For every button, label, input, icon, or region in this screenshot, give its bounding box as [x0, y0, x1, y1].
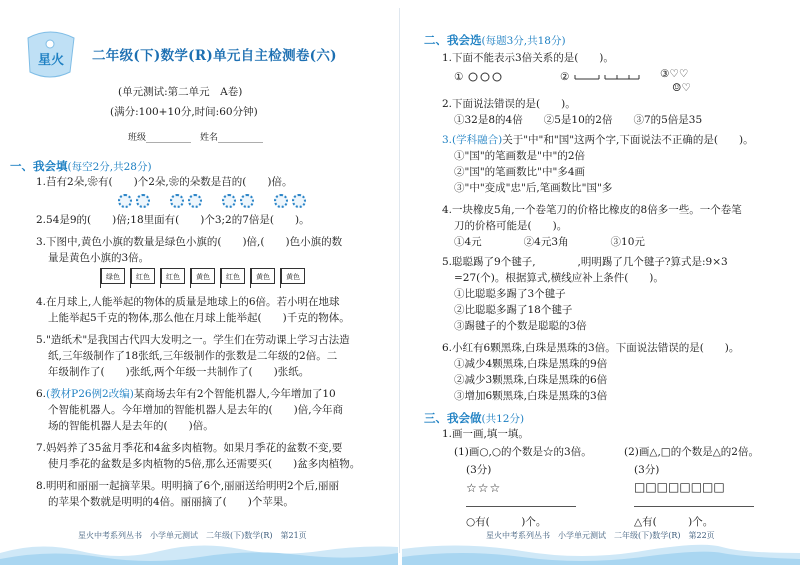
answer-line-2	[634, 506, 754, 507]
flag-5: 黄色	[251, 268, 275, 284]
question-5-line-2: 纸,三年级制作了18张纸,三年级制作的张数是二年级的2倍。二	[48, 350, 338, 362]
section-2-heading	[424, 32, 566, 48]
flag-0: 绿色	[101, 268, 125, 284]
squares-row: □□□□□□□□	[634, 480, 725, 494]
question-6-line-3: 场的智能机器人是去年的( )倍。	[48, 420, 214, 432]
choice-6-option-1: ①减少4颗黑珠,白珠是黑珠的9倍	[454, 358, 608, 370]
flower-icon	[274, 194, 288, 208]
choice-5-line-2: =27(个)。根据算式,横线应补上条件( )。	[454, 272, 664, 284]
draw-question-stem: 1.画一画,填一填。	[442, 428, 529, 440]
choice-4-line-1: 4.一块橡皮5角,一个卷笔刀的价格比橡皮的8倍多一些。一个卷笔	[442, 204, 742, 216]
flag-4: 红色	[221, 268, 245, 284]
unit-subtitle: (单元测试:第二单元 A卷)	[118, 86, 243, 98]
question-3-line-1: 3.下图中,黄色小旗的数量是绿色小旗的( )倍,( )色小旗的数	[36, 236, 343, 248]
stars-row: ☆☆☆	[466, 481, 502, 495]
section-2-title: 二、我会选	[424, 33, 482, 47]
choice-3-option-2: ②"国"的笔画数比"中"多4画	[454, 166, 585, 178]
choice-3-stem: 3.(学科融合)关于"中"和"国"这两个字,下面说法不正确的是( )。	[442, 134, 754, 146]
choice-2-stem: 2.下面说法错误的是( )。	[442, 98, 576, 110]
score-time-info: (满分:100+10分,时间:60分钟)	[110, 106, 258, 118]
footer-wave-decoration	[402, 539, 800, 565]
logo-text: 星火	[37, 53, 65, 68]
draw-answer-1: ○有( )个。	[466, 516, 547, 528]
choice-1-option-2: ②	[560, 70, 643, 84]
page-title: 二年级(下)数学(R)单元自主检测卷(六)	[92, 48, 337, 64]
draw-answer-2: △有( )个。	[634, 516, 714, 528]
page-footer-left: 星火中考系列丛书 小学单元测试 二年级(下)数学(R) 第21页	[78, 531, 307, 540]
question-6-line-1: 6.(教材P26例2改编)某商场去年有2个智能机器人,今年增加了10	[36, 388, 336, 400]
choice-1-stem: 1.下面不能表示3倍关系的是( )。	[442, 52, 614, 64]
question-5-line-1: 5."造纸术"是我国古代四大发明之一。学生们在劳动课上学习古法造	[36, 334, 350, 346]
flower-icon	[222, 194, 236, 208]
question-5-line-3: 年级制作了( )张纸,两个年级一共制作了( )张纸。	[48, 366, 310, 378]
question-1: 1.䒤有2朵,❀有( )个2朵,❀的朵数是䒤的( )倍。	[36, 176, 293, 188]
question-6-line-2: 个智能机器人。今年增加的智能机器人是去年的( )倍,今年商	[48, 404, 344, 416]
choice-5-option-1: ①比聪聪多踢了3个毽子	[454, 288, 566, 300]
flower-icon	[292, 194, 306, 208]
textbook-tag: (教材P26例2改编)	[46, 388, 134, 400]
section-3-heading	[424, 410, 524, 426]
choice-5-line-1: 5.聪聪踢了9个毽子, ,明明踢了几个毽子?算式是:9×3	[442, 256, 728, 268]
question-4-line-1: 4.在月球上,人能举起的物体的质量是地球上的6倍。若小明在地球	[36, 296, 340, 308]
flag-3: 黄色	[191, 268, 215, 284]
choice-1-option-3: ③♡♡	[660, 68, 689, 80]
section-1-title: 一、我会填	[10, 159, 68, 173]
segment-lines-icon	[573, 70, 643, 84]
flag-6: 黄色	[281, 268, 305, 284]
choice-5-option-3: ③踢毽子的个数是聪聪的3倍	[454, 320, 587, 332]
question-2: 2.54是9的( )倍;18里面有( )个3;2的7倍是( )。	[36, 214, 310, 226]
section-3-note: (共12分)	[481, 413, 525, 425]
section-1-note: (每空2分,共28分)	[67, 161, 152, 173]
flower-icon	[240, 194, 254, 208]
choice-3-option-3: ③"中"变成"忠"后,笔画数比"国"多	[454, 182, 613, 194]
question-3-line-2: 量是黄色小旗的3倍。	[48, 252, 150, 264]
section-2-note: (每题3分,共18分)	[481, 35, 566, 47]
choice-2-options: ①32是8的4倍 ②5是10的2倍 ③7的5倍是35	[454, 114, 703, 126]
flag-1: 红色	[131, 268, 155, 284]
choice-3-option-1: ①"国"的笔画数是"中"的2倍	[454, 150, 585, 162]
left-page	[0, 0, 398, 565]
class-name-fields: 班级__________ 姓名__________	[128, 133, 264, 143]
flower-icon	[136, 194, 150, 208]
choice-4-line-2: 刀的价格可能是( )。	[454, 220, 568, 232]
draw-part-2-score: (3分)	[634, 464, 660, 476]
footer-wave-decoration	[0, 539, 398, 565]
choice-6-option-2: ②减少3颗黑珠,白珠是黑珠的6倍	[454, 374, 608, 386]
flag-2: 红色	[161, 268, 185, 284]
question-7-line-2: 使月季花的盆数是多肉植物的5倍,那么还需要买( )盆多肉植物。	[48, 458, 361, 470]
draw-part-1: (1)画○,○的个数是☆的3倍。	[454, 446, 592, 458]
section-1-heading	[10, 158, 152, 174]
question-8-line-2: 的苹果个数就是明明的4倍。丽丽摘了( )个苹果。	[48, 496, 294, 508]
question-7-line-1: 7.妈妈养了35盆月季花和4盆多肉植物。如果月季花的盆数不变,要	[36, 442, 343, 454]
choice-1-option-1: ①	[454, 70, 507, 84]
flower-icon	[118, 194, 132, 208]
draw-part-2: (2)画△,□的个数是△的2倍。	[624, 446, 759, 458]
answer-line-1	[466, 506, 576, 507]
choice-5-option-2: ②比聪聪多踢了18个毽子	[454, 304, 573, 316]
question-4-line-2: 上能举起5千克的物体,那么他在月球上能举起( )千克的物体。	[48, 312, 350, 324]
page-footer-right: 星火中考系列丛书 小学单元测试 二年级(下)数学(R) 第22页	[486, 531, 715, 540]
choice-6-option-3: ③增加6颗黑珠,白珠是黑珠的3倍	[454, 390, 608, 402]
choice-1-option-3-row-2: ☺♡	[672, 82, 691, 94]
page-divider	[399, 8, 400, 553]
right-page	[402, 0, 800, 565]
logo-badge-icon	[20, 30, 82, 80]
section-3-title: 三、我会做	[424, 411, 482, 425]
circle-shapes-icon	[467, 70, 507, 84]
flower-icon	[170, 194, 184, 208]
question-8-line-1: 8.明明和丽丽一起摘苹果。明明摘了6个,丽丽送给明明2个后,丽丽	[36, 480, 340, 492]
choice-4-options: ①4元 ②4元3角 ③10元	[454, 236, 645, 248]
choice-6-stem: 6.小红有6颗黑珠,白珠是黑珠的3倍。下面说法错误的是( )。	[442, 342, 740, 354]
draw-part-1-score: (3分)	[466, 464, 492, 476]
flower-icon	[188, 194, 202, 208]
